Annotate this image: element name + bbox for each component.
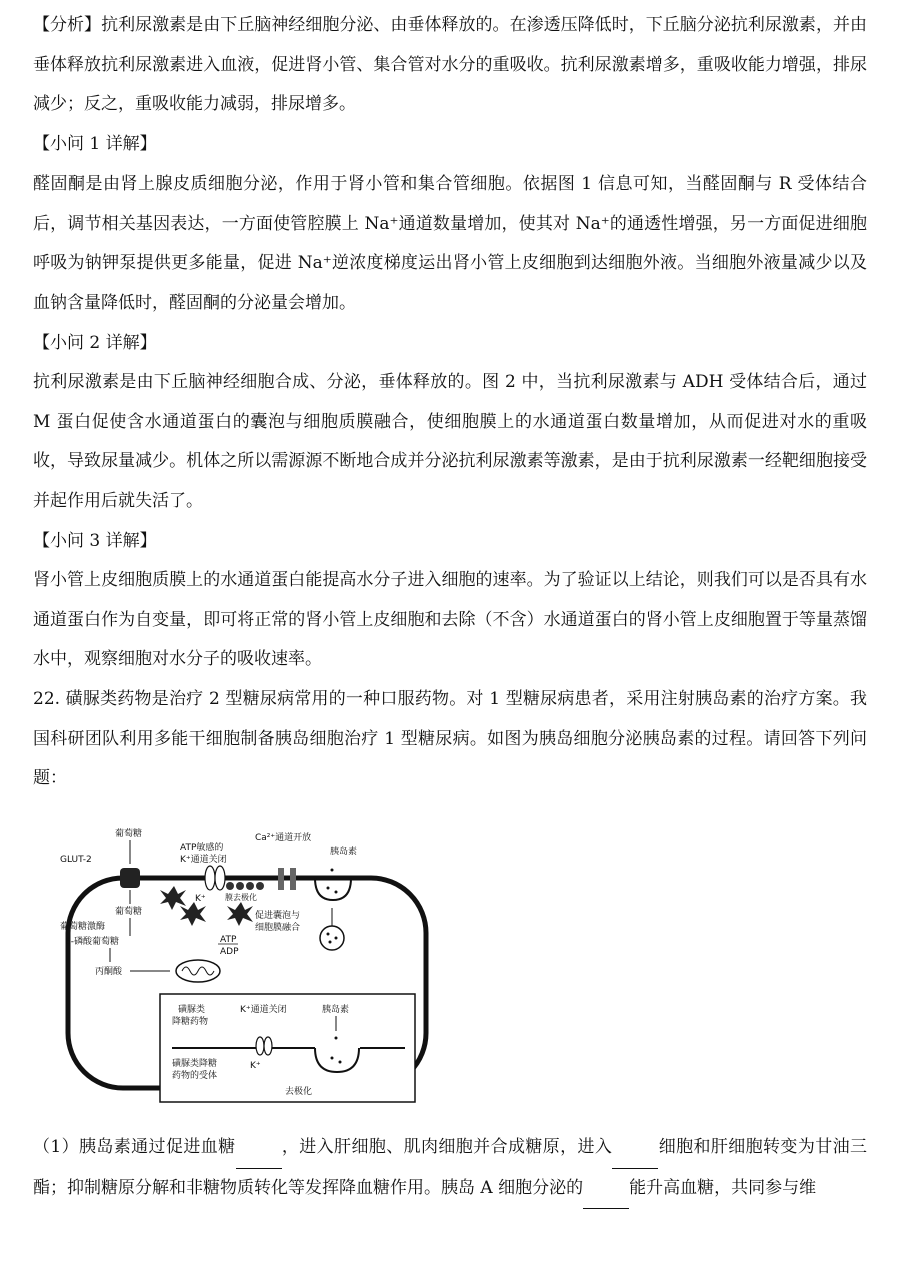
atp-label: ATP	[220, 935, 237, 945]
islet-cell-insulin-secretion-diagram	[60, 826, 440, 1106]
inset-k-label: K⁺	[250, 1061, 261, 1071]
answer-blank-3[interactable]	[583, 1169, 629, 1210]
exocytosis-pocket	[315, 878, 351, 900]
k-plus-label: K⁺	[195, 894, 206, 904]
q3-paragraph: 肾小管上皮细胞质膜上的水通道蛋白能提高水分子进入细胞的速率。为了验证以上结论，则我们可以是否具有水通道蛋白作为自变量，即可将正常的肾小管上皮细胞和去除（不含）水通道蛋白的肾小管上皮细胞置于等量蒸馏水中，观察细胞对水分子的吸收速率。	[33, 570, 867, 669]
insulin-label: 胰岛素	[330, 847, 358, 857]
pyruvate-label: 丙酮酸	[95, 967, 123, 977]
receptor-label-2: 药物的受体	[172, 1071, 218, 1081]
ca-channel	[278, 868, 284, 890]
atp-star-1	[160, 886, 186, 910]
insulin-vesicle	[320, 926, 344, 950]
inset-insulin-label: 胰岛素	[322, 1005, 350, 1015]
depol-charge	[226, 882, 234, 890]
vesicle-fusion-label-2: 细胞膜融合	[255, 923, 301, 933]
k-channel	[205, 866, 215, 890]
atp-k-channel-label: ATP敏感的	[180, 843, 224, 853]
vesicle-fusion-label-1: 促进囊泡与	[255, 911, 301, 921]
q1-heading: 【小问 1 详解】	[33, 134, 157, 154]
receptor-label-1: 磺脲类降糖	[172, 1059, 218, 1069]
sulfonylurea-label-2: 降糖药物	[172, 1017, 209, 1027]
answer-blank-2[interactable]	[612, 1128, 658, 1169]
depolarization-label: 膜去极化	[225, 893, 257, 902]
inset-k-closed-label: K⁺通道关闭	[240, 1005, 287, 1015]
analysis-paragraph: 【分析】抗利尿激素是由下丘脑神经细胞分泌、由垂体释放的。在渗透压降低时，下丘脑分泌抗利尿激素，并由垂体释放抗利尿激素进入血液，促进肾小管、集合管对水分的重吸收。抗利尿激素增多，重吸收能力增强，排尿减少；反之，重吸收能力减弱，排尿增多。	[33, 15, 867, 114]
q2-heading: 【小问 2 详解】	[33, 333, 157, 353]
glucose-label: 葡萄糖	[115, 829, 143, 839]
problem-22-q1	[33, 1128, 867, 1209]
adp-label: ADP	[220, 947, 239, 957]
glucose-inside-label: 葡萄糖	[115, 907, 143, 917]
q1-text-part2: ，进入肝细胞、肌肉细胞并合成糖原，进入	[281, 1137, 613, 1157]
problem-22-stem: 22. 磺脲类药物是治疗 2 型糖尿病常用的一种口服药物。对 1 型糖尿病患者，采用注射胰岛素的治疗方案。我国科研团队利用多能干细胞制备胰岛细胞治疗 1 型糖尿病。如图为胰岛细胞分泌胰岛素的过程。请回答下列问题：	[33, 689, 867, 788]
inset-depolarization-label: 去极化	[285, 1087, 313, 1097]
inset-k-channel	[256, 1037, 264, 1055]
k-channel-closed-label: K⁺通道关闭	[180, 855, 227, 865]
glut2-label: GLUT-2	[60, 855, 92, 865]
glut2-transporter	[120, 868, 140, 888]
answer-blank-1[interactable]	[236, 1128, 282, 1169]
atp-star-3	[227, 902, 253, 926]
glucokinase-label: 葡萄糖激酶	[60, 922, 106, 932]
q1-text-part3: 细胞和肝细胞转变为甘油三酯；抑制糖原分解和非糖物质转化等发挥降血糖作用。胰岛 A 细胞分泌的	[33, 1137, 867, 1198]
q3-heading: 【小问 3 详解】	[33, 531, 157, 551]
g6p-label: 6-磷酸葡萄糖	[65, 937, 119, 947]
ca-channel-label: Ca²⁺通道开放	[255, 833, 312, 843]
q1-text-part1: （1）胰岛素通过促进血糖	[33, 1137, 236, 1157]
atp-star-2	[180, 902, 206, 926]
q1-text-part4: 能升高血糖，共同参与维	[629, 1177, 817, 1198]
q1-paragraph: 醛固酮是由肾上腺皮质细胞分泌，作用于肾小管和集合管细胞。依据图 1 信息可知，当醛固酮与 R 受体结合后，调节相关基因表达，一方面使管腔膜上 Na⁺通道数量增加，使其对 Na⁺的通透性增强，另一方面促进细胞呼吸为钠钾泵提供更多能量，促进 Na⁺逆浓度梯度运出肾小管上皮细胞到达细胞外液。当细胞外液量减少以及血钠含量降低时，醛固酮的分泌量会增加。	[33, 174, 867, 313]
sulfonylurea-label-1: 磺脲类	[178, 1005, 206, 1015]
q2-paragraph: 抗利尿激素是由下丘脑神经细胞合成、分泌，垂体释放的。图 2 中，当抗利尿激素与 ADH 受体结合后，通过 M 蛋白促使含水通道蛋白的囊泡与细胞质膜融合，使细胞膜上的水通道蛋白数量增加，从而促进对水的重吸收，导致尿量减少。机体之所以需源源不断地合成并分泌抗利尿激素等激素，是由于抗利尿激素一经靶细胞接受并起作用后就失活了。	[33, 372, 867, 511]
